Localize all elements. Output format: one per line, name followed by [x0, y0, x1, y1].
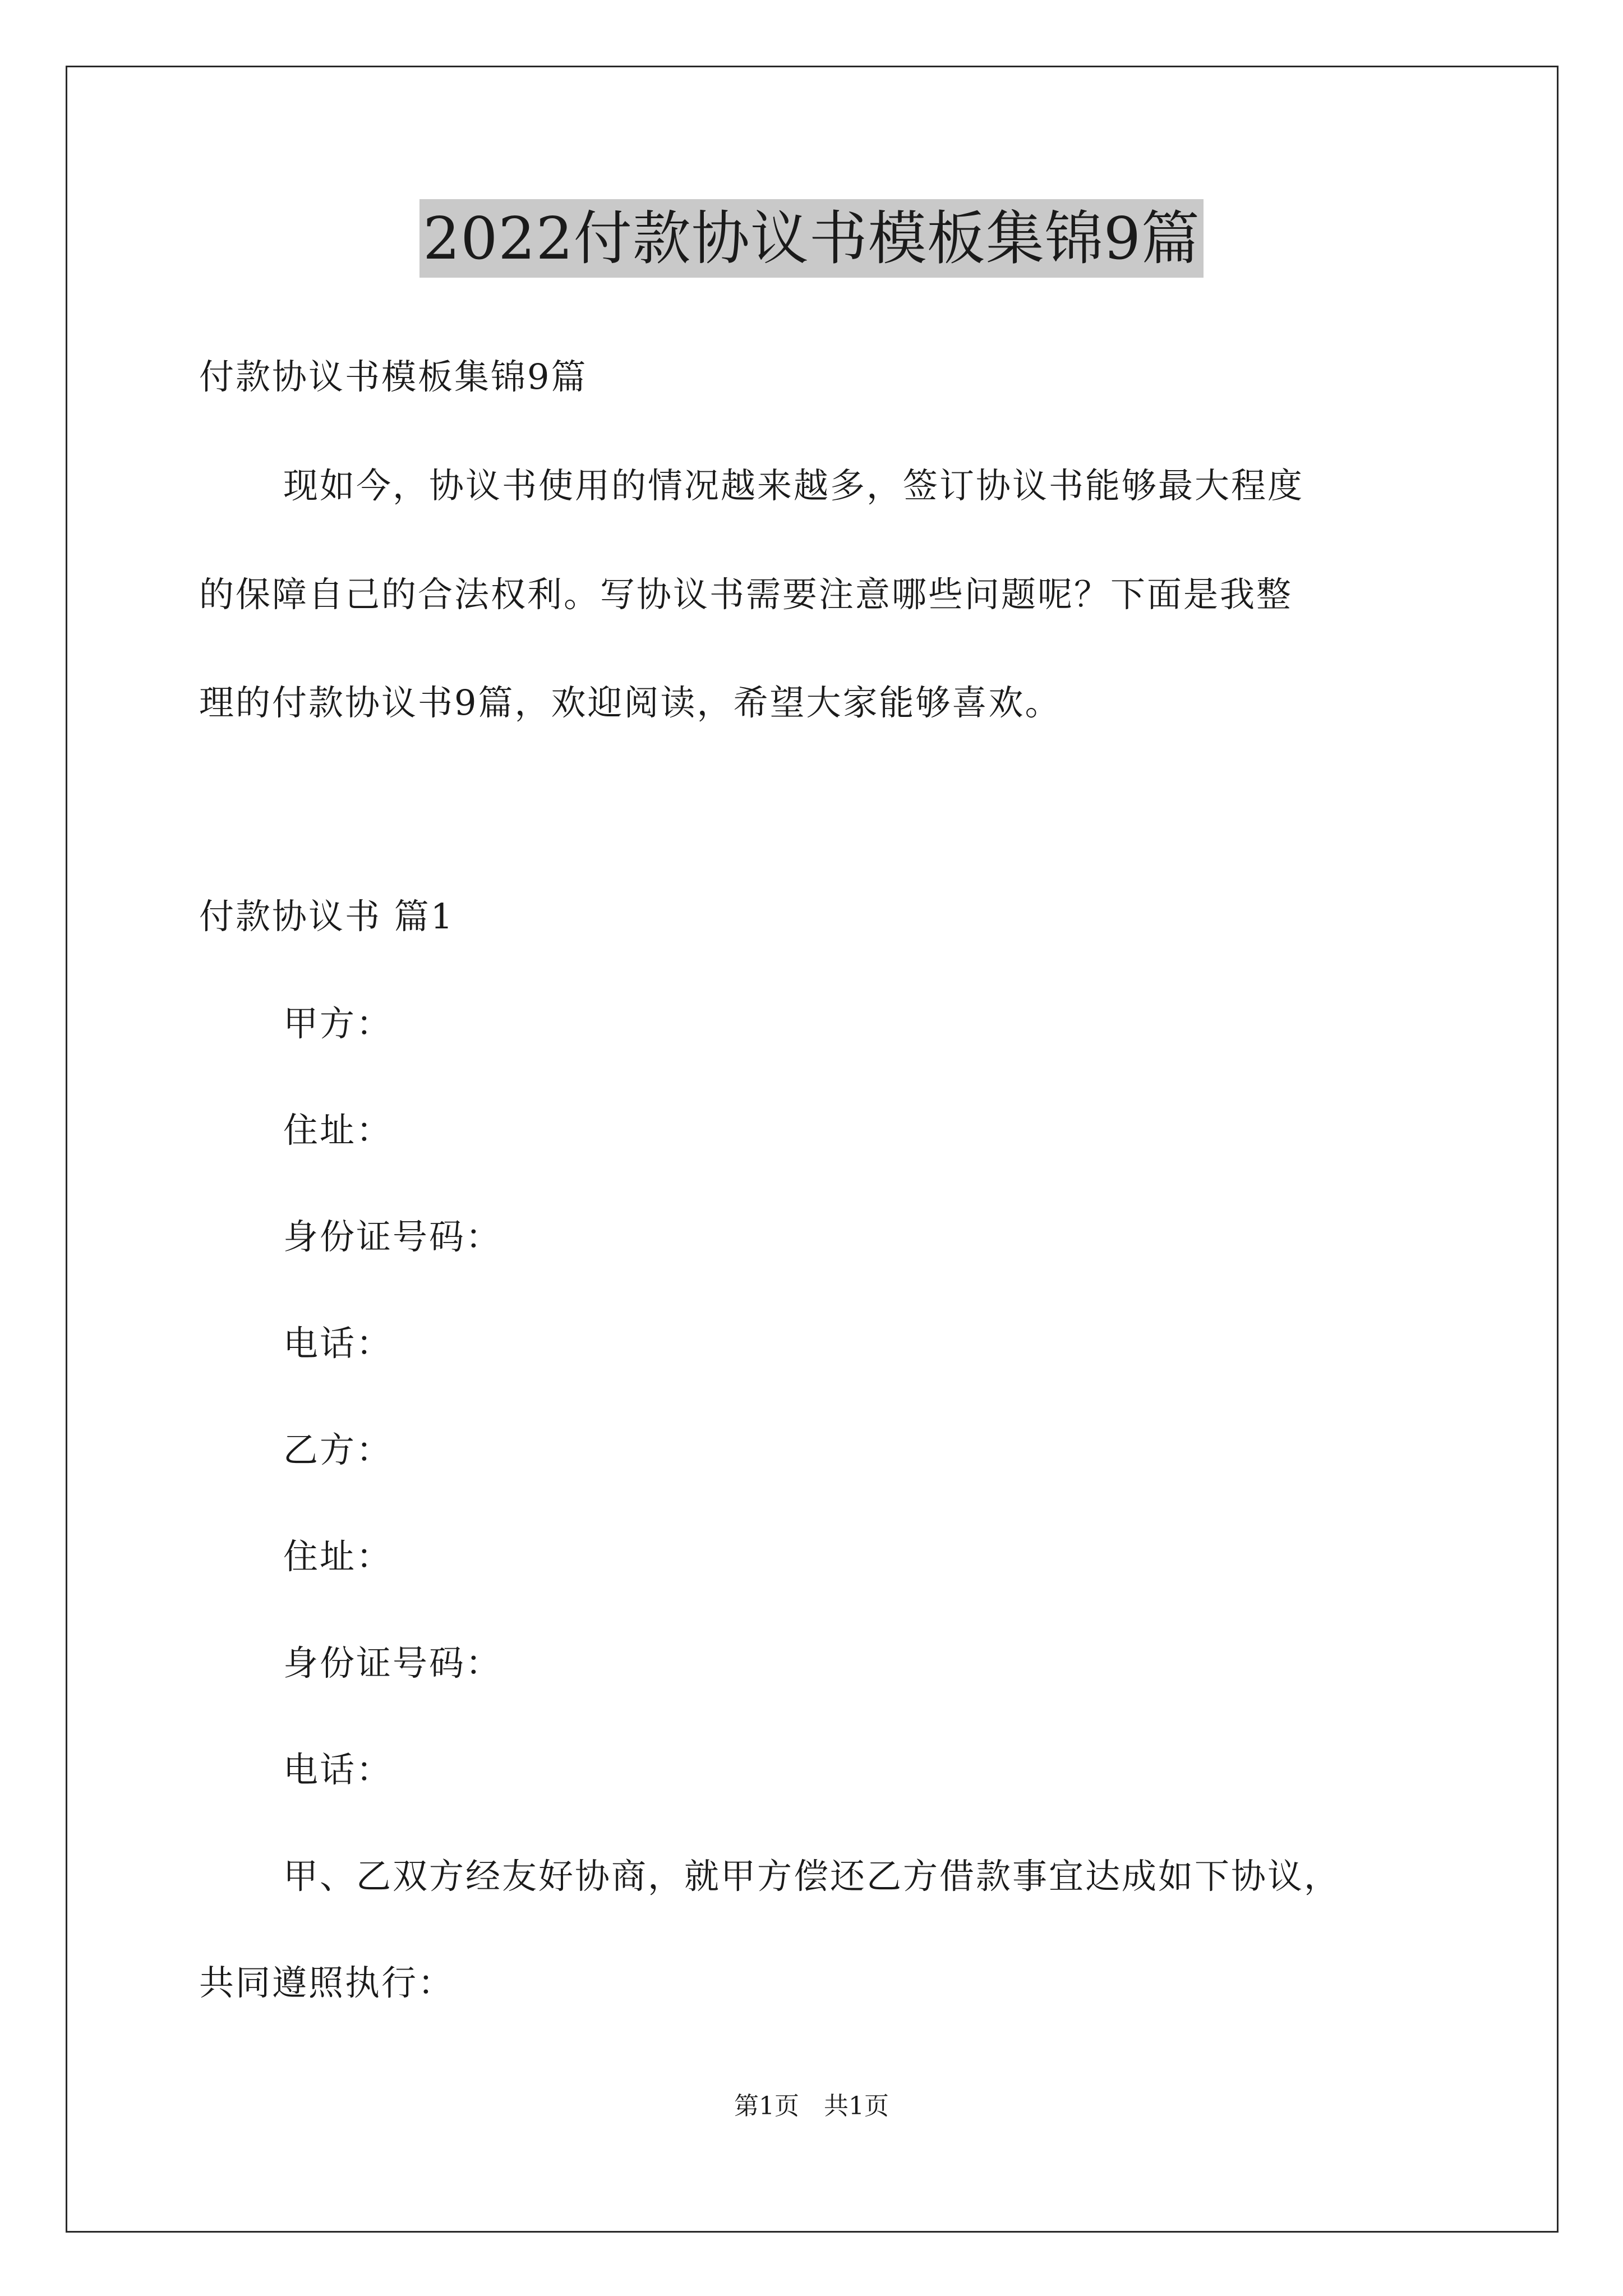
section-heading: 付款协议书 篇1 [199, 896, 455, 937]
field-party-b-address: 住址： [283, 1536, 393, 1577]
document-title: 2022付款协议书模板集锦9篇 [419, 199, 1204, 278]
field-party-a-phone: 电话： [283, 1323, 393, 1364]
field-party-b: 乙方： [283, 1429, 393, 1470]
title-container [0, 199, 1623, 278]
agreement-line-2: 共同遵照执行： [199, 1962, 455, 2003]
field-party-b-phone: 电话： [283, 1749, 393, 1790]
intro-line-1: 现如今，协议书使用的情况越来越多，签订协议书能够最大程度 [283, 465, 1304, 506]
page-footer: 第1页 共1页 [734, 2092, 889, 2120]
intro-line-3: 理的付款协议书9篇，欢迎阅读，希望大家能够喜欢。 [199, 682, 1062, 723]
agreement-line-1: 甲、乙双方经友好协商，就甲方偿还乙方借款事宜达成如下协议， [283, 1856, 1341, 1897]
field-party-b-id-number: 身份证号码： [283, 1642, 502, 1683]
intro-line-2: 的保障自己的合法权利。写协议书需要注意哪些问题呢？下面是我整 [199, 574, 1293, 615]
field-party-a: 甲方： [283, 1003, 393, 1044]
field-party-a-address: 住址： [283, 1110, 393, 1151]
document-subtitle: 付款协议书模板集锦9篇 [199, 356, 588, 397]
field-party-a-id-number: 身份证号码： [283, 1216, 502, 1257]
